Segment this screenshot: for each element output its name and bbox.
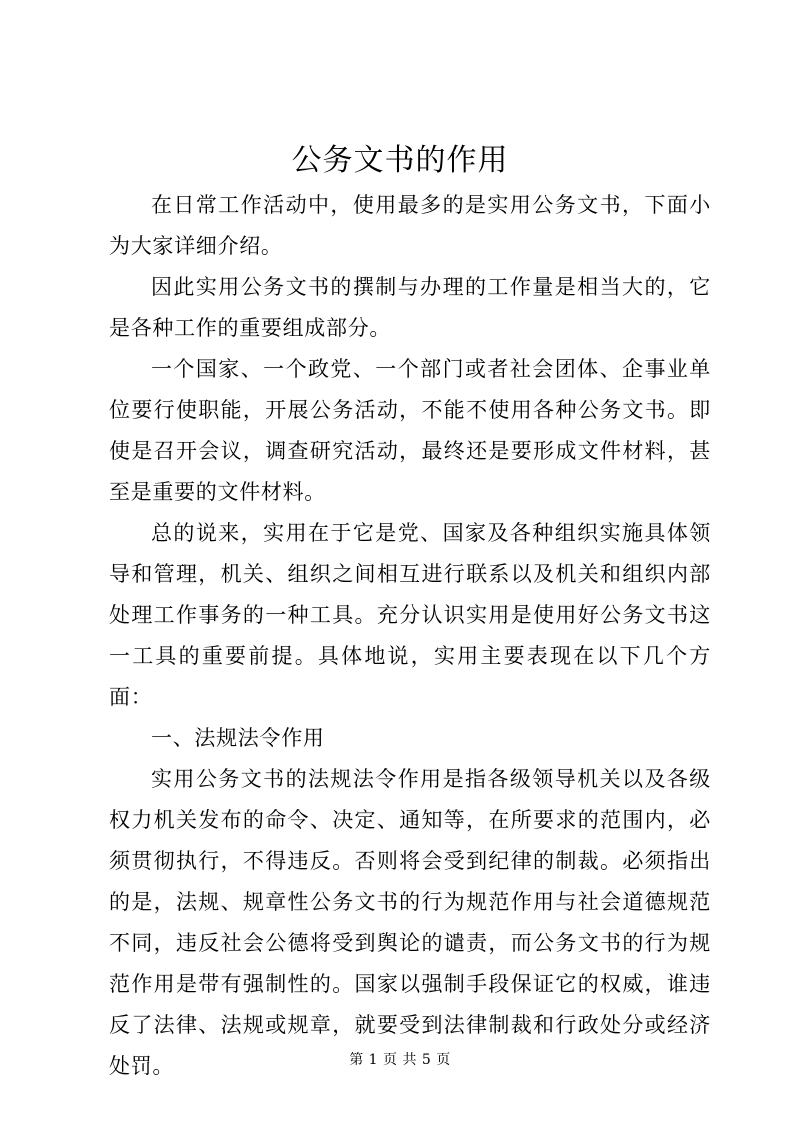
paragraph-usage: 一个国家、一个政党、一个部门或者社会团体、企事业单位要行使职能，开展公务活动，不能不使用各种公务文书。即使是召开会议，调查研究活动，最终还是要形成文件材料，甚至是重要的文件材料。	[109, 357, 711, 504]
document-body	[109, 185, 711, 1087]
paragraph-regulation: 实用公务文书的法规法令作用是指各级领导机关以及各级权力机关发布的命令、决定、通知等，在所要求的范围内，必须贯彻执行，不得违反。否则将会受到纪律的制裁。必须指出的是，法规、规章性公务文书的行为规范作用与社会道德规范不同，违反社会公德将受到舆论的谴责，而公务文书的行为规范作用是带有强制性的。国家以强制手段保证它的权威，谁违反了法律、法规或规章，就要受到法律制裁和行政处分或经济处罚。	[109, 767, 711, 1078]
page-number: 第 1 页 共 5 页	[349, 1052, 451, 1068]
document-title: 公务文书的作用	[291, 143, 509, 178]
paragraph-summary: 总的说来，实用在于它是党、国家及各种组织实施具体领导和管理，机关、组织之间相互进行联系以及机关和组织内部处理工作事务的一种工具。充分认识实用是使用好公务文书这一工具的重要前提。具体地说，实用主要表现在以下几个方面：	[109, 521, 711, 709]
section-heading-regulation: 一、法规法令作用	[151, 726, 325, 750]
paragraph-intro: 在日常工作活动中，使用最多的是实用公务文书，下面小为大家详细介绍。	[109, 193, 711, 258]
paragraph-workload: 因此实用公务文书的撰制与办理的工作量是相当大的，它是各种工作的重要组成部分。	[109, 275, 711, 340]
